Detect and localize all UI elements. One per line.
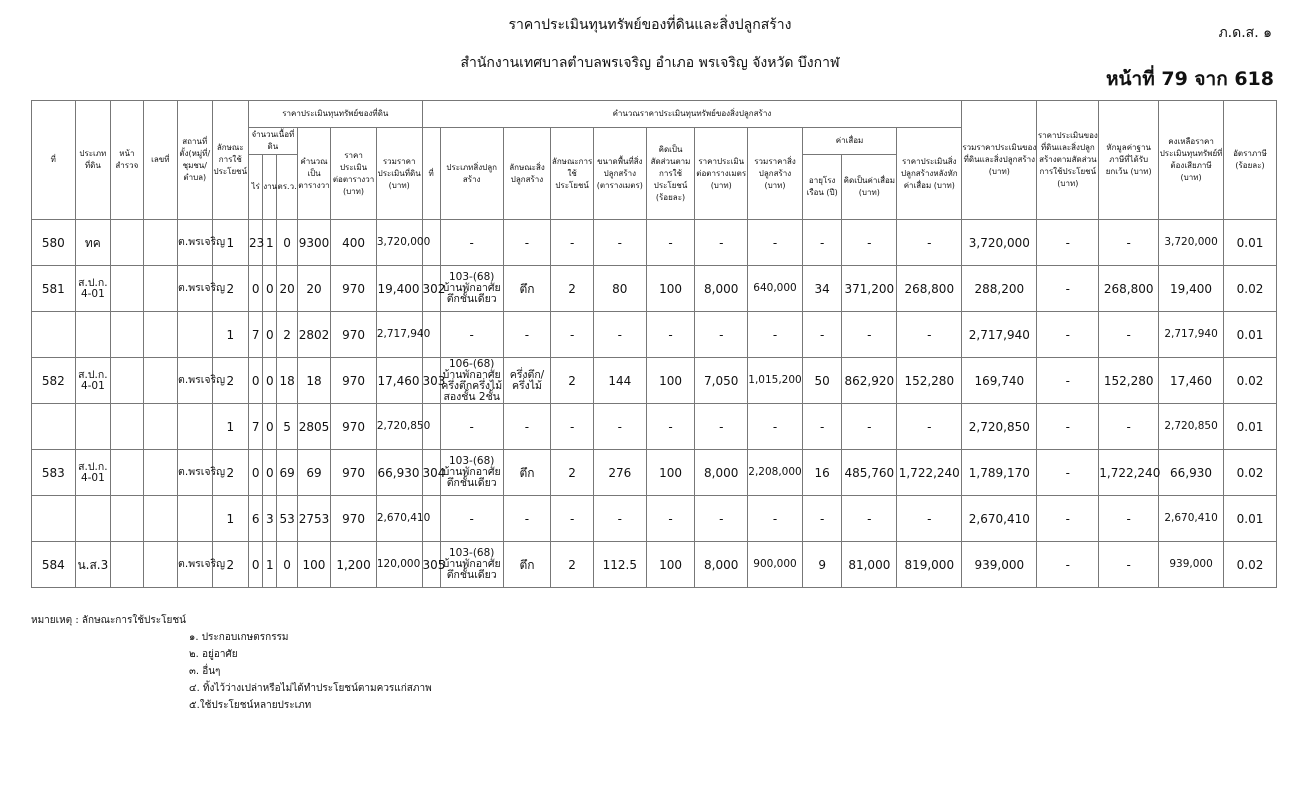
cell-bld-area: 112.5	[593, 542, 646, 588]
note-item: ๒. อยู่อาศัย	[189, 649, 238, 660]
cell-sqwa: 2	[277, 312, 297, 358]
cell-bld-usage: -	[551, 496, 594, 542]
cell-sqwa: 69	[277, 450, 297, 496]
cell-ratio-value: -	[1037, 496, 1099, 542]
col-no: ที่	[32, 101, 76, 220]
cell-ngan: 1	[263, 542, 277, 588]
cell-age: -	[802, 496, 842, 542]
cell-sqwa: 20	[277, 266, 297, 312]
cell-use-ratio: 100	[646, 358, 695, 404]
notes-label: หมายเหตุ : ลักษณะการใช้ประโยชน์	[31, 615, 186, 626]
col-taxable: คงเหลือราคาประเมินทุนทรัพย์ที่ต้องเสียภาษี (บาท)	[1159, 101, 1224, 220]
cell-bld-usage: -	[551, 220, 594, 266]
cell-sqwa-calc: 18	[297, 358, 330, 404]
cell-land-type: ส.ป.ก. 4-01	[75, 266, 111, 312]
note-item: ๔. ทิ้งไว้ว่างเปล่าหรือไม่ได้ทำประโยชน์ตามควรแก่สภาพ	[189, 683, 432, 694]
cell-tax-rate: 0.02	[1224, 266, 1277, 312]
cell-tax-rate: 0.01	[1224, 312, 1277, 358]
col-sqwa-calc: คำนวณเป็นตารางวา	[297, 128, 330, 220]
cell-total-value: 1,789,170	[962, 450, 1037, 496]
cell-survey-page	[111, 220, 143, 266]
cell-ratio-value: -	[1037, 542, 1099, 588]
cell-price-per-sqwa: 970	[331, 450, 377, 496]
cell-location: ต.พรเจริญ	[178, 358, 212, 404]
cell-total-value: 288,200	[962, 266, 1037, 312]
cell-use-ratio: -	[646, 496, 695, 542]
col-age: อายุโรงเรือน (ปี)	[802, 155, 842, 220]
cell-sqwa: 0	[277, 220, 297, 266]
cell-deduction: 268,800	[1099, 266, 1159, 312]
cell-bld-after-depr: -	[897, 496, 962, 542]
cell-total-value: 2,670,410	[962, 496, 1037, 542]
cell-sqwa: 53	[277, 496, 297, 542]
cell-survey-page	[111, 312, 143, 358]
col-price-per-sqm: ราคาประเมินต่อตารางเมตร (บาท)	[695, 128, 748, 220]
cell-land-type	[75, 312, 111, 358]
cell-ngan: 3	[263, 496, 277, 542]
cell-bld-after-depr: 1,722,240	[897, 450, 962, 496]
cell-bld-area: 276	[593, 450, 646, 496]
cell-price-per-sqwa: 970	[331, 312, 377, 358]
cell-depr-amount: -	[842, 404, 897, 450]
col-usage: ลักษณะการใช้ประโยชน์	[212, 101, 249, 220]
table-row	[32, 358, 1277, 404]
cell-tax-rate: 0.01	[1224, 220, 1277, 266]
cell-no: 584	[32, 542, 76, 588]
cell-bld-after-depr: 268,800	[897, 266, 962, 312]
cell-bld-no: 302	[422, 266, 440, 312]
cell-bld-type: 103-(68) บ้านพักอาศัยตึกชั้นเดียว	[440, 542, 503, 588]
col-bld-type: ประเภทสิ่งปลูกสร้าง	[440, 128, 503, 220]
cell-age: -	[802, 220, 842, 266]
cell-bld-usage: 2	[551, 542, 594, 588]
cell-location: ต.พรเจริญ	[178, 542, 212, 588]
cell-tax-rate: 0.01	[1224, 404, 1277, 450]
cell-rai: 7	[249, 404, 263, 450]
cell-usage: 2	[212, 450, 249, 496]
cell-land-type: ส.ป.ก. 4-01	[75, 450, 111, 496]
cell-total-value: 2,720,850	[962, 404, 1037, 450]
table-row	[32, 404, 1277, 450]
cell-number	[143, 266, 177, 312]
cell-ratio-value: -	[1037, 220, 1099, 266]
cell-sqwa-calc: 9300	[297, 220, 330, 266]
cell-no	[32, 404, 76, 450]
cell-taxable: 2,670,410	[1159, 496, 1224, 542]
cell-location: ต.พรเจริญ	[178, 266, 212, 312]
cell-bld-total: 640,000	[748, 266, 803, 312]
cell-number	[143, 496, 177, 542]
cell-total-value: 2,717,940	[962, 312, 1037, 358]
cell-depr-amount: 485,760	[842, 450, 897, 496]
cell-deduction: -	[1099, 542, 1159, 588]
cell-bld-total: -	[748, 496, 803, 542]
page-info: หน้าที่ 79 จาก 618	[1106, 68, 1274, 90]
cell-taxable: 939,000	[1159, 542, 1224, 588]
cell-price-per-sqwa: 970	[331, 496, 377, 542]
cell-survey-page	[111, 404, 143, 450]
cell-bld-type: 103-(68) บ้านพักอาศัยตึกชั้นเดียว	[440, 266, 503, 312]
cell-number	[143, 358, 177, 404]
cell-deduction: -	[1099, 220, 1159, 266]
cell-rai: 23	[249, 220, 263, 266]
col-rai: ไร่	[249, 155, 263, 220]
col-deduction: หักมูลค่าฐานภาษีที่ได้รับยกเว้น (บาท)	[1099, 101, 1159, 220]
col-bld-usage: ลักษณะการใช้ประโยชน์	[551, 128, 594, 220]
cell-tax-rate: 0.02	[1224, 542, 1277, 588]
cell-number	[143, 220, 177, 266]
cell-price-per-sqwa: 970	[331, 404, 377, 450]
cell-price-per-sqwa: 400	[331, 220, 377, 266]
cell-age: 9	[802, 542, 842, 588]
cell-ratio-value: -	[1037, 358, 1099, 404]
cell-ratio-value: -	[1037, 450, 1099, 496]
col-tax-rate: อัตราภาษี (ร้อยละ)	[1224, 101, 1277, 220]
cell-price-per-sqm: -	[695, 496, 748, 542]
cell-bld-total: -	[748, 404, 803, 450]
cell-ngan: 1	[263, 220, 277, 266]
cell-price-per-sqm: -	[695, 312, 748, 358]
cell-bld-total: -	[748, 312, 803, 358]
cell-deduction: -	[1099, 404, 1159, 450]
cell-ratio-value: -	[1037, 404, 1099, 450]
cell-number	[143, 312, 177, 358]
cell-land-total: 2,717,940	[376, 312, 422, 358]
cell-use-ratio: 100	[646, 450, 695, 496]
table-row	[32, 312, 1277, 358]
cell-depr-amount: -	[842, 496, 897, 542]
cell-price-per-sqm: 8,000	[695, 450, 748, 496]
cell-depr-amount: -	[842, 220, 897, 266]
cell-land-type	[75, 404, 111, 450]
cell-survey-page	[111, 542, 143, 588]
cell-taxable: 3,720,000	[1159, 220, 1224, 266]
cell-taxable: 2,717,940	[1159, 312, 1224, 358]
cell-use-ratio: -	[646, 404, 695, 450]
col-bld-after-depr: ราคาประเมินสิ่งปลูกสร้างหลังหักค่าเสื่อม (บาท)	[897, 128, 962, 220]
cell-bld-no: 303	[422, 358, 440, 404]
cell-sqwa: 18	[277, 358, 297, 404]
cell-bld-style: ตึก	[503, 266, 551, 312]
form-code: ภ.ด.ส. ๑	[1218, 25, 1272, 41]
cell-rai: 0	[249, 266, 263, 312]
cell-bld-area: -	[593, 404, 646, 450]
col-group-land: ราคาประเมินทุนทรัพย์ของที่ดิน	[249, 101, 422, 128]
cell-bld-usage: 2	[551, 266, 594, 312]
cell-use-ratio: -	[646, 220, 695, 266]
cell-total-value: 939,000	[962, 542, 1037, 588]
col-land-type: ประเภทที่ดิน	[75, 101, 111, 220]
cell-location	[178, 312, 212, 358]
cell-rai: 6	[249, 496, 263, 542]
cell-number	[143, 450, 177, 496]
cell-bld-no: 304	[422, 450, 440, 496]
cell-no: 580	[32, 220, 76, 266]
col-bld-total: รวมราคาสิ่งปลูกสร้าง (บาท)	[748, 128, 803, 220]
cell-depr-amount: -	[842, 312, 897, 358]
note-item: ๑. ประกอบเกษตรกรรม	[189, 632, 289, 643]
cell-use-ratio: -	[646, 312, 695, 358]
col-bld-no: ที่	[422, 128, 440, 220]
table-row	[32, 266, 1277, 312]
cell-bld-type: -	[440, 220, 503, 266]
col-group-depreciation: ค่าเสื่อม	[802, 128, 896, 155]
cell-price-per-sqm: 8,000	[695, 542, 748, 588]
cell-bld-type: 103-(68) บ้านพักอาศัยตึกชั้นเดียว	[440, 450, 503, 496]
cell-depr-amount: 862,920	[842, 358, 897, 404]
cell-rai: 0	[249, 450, 263, 496]
cell-rai: 0	[249, 358, 263, 404]
cell-age: 16	[802, 450, 842, 496]
table-row	[32, 496, 1277, 542]
cell-survey-page	[111, 358, 143, 404]
cell-bld-usage: -	[551, 312, 594, 358]
cell-bld-total: 1,015,200	[748, 358, 803, 404]
col-group-area: จำนวนเนื้อที่ดิน	[249, 128, 298, 155]
assessment-table	[31, 100, 1277, 588]
col-total-value: รวมราคาประเมินของที่ดินและสิ่งปลูกสร้าง (บาท)	[962, 101, 1037, 220]
document-title: ราคาประเมินทุนทรัพย์ของที่ดินและสิ่งปลูกสร้าง	[508, 17, 792, 33]
cell-location	[178, 404, 212, 450]
cell-bld-total: 900,000	[748, 542, 803, 588]
cell-age: -	[802, 312, 842, 358]
col-ngan: งาน	[263, 155, 277, 220]
cell-price-per-sqm: 8,000	[695, 266, 748, 312]
note-item: ๓. อื่นๆ	[189, 666, 221, 677]
cell-bld-after-depr: -	[897, 404, 962, 450]
cell-survey-page	[111, 496, 143, 542]
cell-ratio-value: -	[1037, 266, 1099, 312]
cell-taxable: 2,720,850	[1159, 404, 1224, 450]
cell-land-total: 3,720,000	[376, 220, 422, 266]
cell-age: 34	[802, 266, 842, 312]
cell-rai: 0	[249, 542, 263, 588]
notes-items	[189, 629, 432, 714]
col-location: สถานที่ตั้ง(หมู่ที่/ชุมชน/ตำบล)	[178, 101, 212, 220]
cell-sqwa: 5	[277, 404, 297, 450]
cell-bld-style: ครึ่งตึก/ครึ่งไม้	[503, 358, 551, 404]
cell-number	[143, 404, 177, 450]
cell-ngan: 0	[263, 266, 277, 312]
col-group-building: คำนวณราคาประเมินทุนทรัพย์ของสิ่งปลูกสร้าง	[422, 101, 962, 128]
cell-age: 50	[802, 358, 842, 404]
cell-total-value: 3,720,000	[962, 220, 1037, 266]
cell-land-total: 120,000	[376, 542, 422, 588]
cell-ngan: 0	[263, 450, 277, 496]
table-row	[32, 542, 1277, 588]
cell-bld-area: -	[593, 312, 646, 358]
cell-bld-type: -	[440, 404, 503, 450]
cell-survey-page	[111, 266, 143, 312]
cell-land-total: 2,720,850	[376, 404, 422, 450]
cell-total-value: 169,740	[962, 358, 1037, 404]
cell-price-per-sqm: -	[695, 220, 748, 266]
cell-sqwa-calc: 2802	[297, 312, 330, 358]
cell-bld-after-depr: -	[897, 312, 962, 358]
cell-sqwa-calc: 2805	[297, 404, 330, 450]
cell-bld-area: 144	[593, 358, 646, 404]
cell-no: 582	[32, 358, 76, 404]
cell-bld-after-depr: 152,280	[897, 358, 962, 404]
cell-location: ต.พรเจริญ	[178, 450, 212, 496]
cell-depr-amount: 371,200	[842, 266, 897, 312]
cell-bld-area: 80	[593, 266, 646, 312]
col-price-per-sqwa: ราคาประเมินต่อตารางวา (บาท)	[331, 128, 377, 220]
cell-bld-style: -	[503, 496, 551, 542]
note-item: ๕.ใช้ประโยชน์หลายประเภท	[189, 700, 312, 711]
cell-ratio-value: -	[1037, 312, 1099, 358]
cell-bld-total: 2,208,000	[748, 450, 803, 496]
cell-sqwa-calc: 100	[297, 542, 330, 588]
cell-land-total: 17,460	[376, 358, 422, 404]
cell-age: -	[802, 404, 842, 450]
cell-sqwa-calc: 69	[297, 450, 330, 496]
cell-tax-rate: 0.02	[1224, 358, 1277, 404]
col-land-total: รวมราคาประเมินที่ดิน (บาท)	[376, 128, 422, 220]
cell-bld-total: -	[748, 220, 803, 266]
cell-bld-usage: -	[551, 404, 594, 450]
cell-location	[178, 496, 212, 542]
cell-survey-page	[111, 450, 143, 496]
table-row	[32, 450, 1277, 496]
cell-depr-amount: 81,000	[842, 542, 897, 588]
cell-taxable: 66,930	[1159, 450, 1224, 496]
cell-price-per-sqm: -	[695, 404, 748, 450]
cell-land-type: ทค	[75, 220, 111, 266]
cell-bld-style: -	[503, 220, 551, 266]
cell-bld-type: 106-(68) บ้านพักอาศัยครึ่งตึกครึ่งไม้สองชั้น 2ชั้น	[441, 357, 503, 403]
cell-sqwa: 0	[277, 542, 297, 588]
cell-usage: 2	[212, 266, 249, 312]
cell-no: 581	[32, 266, 76, 312]
cell-bld-type: -	[440, 312, 503, 358]
cell-number	[143, 542, 177, 588]
col-ratio-value: ราคาประเมินของที่ดินและสิ่งปลูกสร้างตามสัดส่วนการใช้ประโยชน์ (บาท)	[1037, 101, 1099, 220]
cell-bld-usage: 2	[551, 450, 594, 496]
cell-no	[32, 312, 76, 358]
cell-price-per-sqwa: 970	[331, 358, 377, 404]
cell-bld-type: -	[440, 496, 503, 542]
cell-use-ratio: 100	[646, 542, 695, 588]
table-row	[32, 220, 1277, 266]
col-survey-page: หน้าสำรวจ	[111, 101, 143, 220]
cell-deduction: -	[1099, 312, 1159, 358]
col-sqwa: ตร.ว.	[277, 155, 297, 220]
cell-bld-after-depr: 819,000	[897, 542, 962, 588]
cell-no	[32, 496, 76, 542]
cell-price-per-sqm: 7,050	[695, 358, 748, 404]
cell-tax-rate: 0.01	[1224, 496, 1277, 542]
cell-rai: 7	[249, 312, 263, 358]
cell-usage: 2	[212, 358, 249, 404]
cell-sqwa-calc: 2753	[297, 496, 330, 542]
cell-land-type	[75, 496, 111, 542]
cell-deduction: -	[1099, 496, 1159, 542]
cell-taxable: 19,400	[1159, 266, 1224, 312]
cell-usage: 1	[212, 220, 249, 266]
notes	[31, 612, 432, 714]
cell-bld-usage: 2	[551, 358, 594, 404]
cell-usage: 1	[212, 496, 249, 542]
cell-location: ต.พรเจริญ	[178, 220, 212, 266]
col-bld-style: ลักษณะสิ่งปลูกสร้าง	[503, 128, 551, 220]
cell-usage: 1	[212, 312, 249, 358]
col-number: เลขที่	[143, 101, 177, 220]
cell-land-total: 2,670,410	[376, 496, 422, 542]
cell-price-per-sqwa: 970	[331, 266, 377, 312]
cell-usage: 2	[212, 542, 249, 588]
cell-bld-style: ตึก	[503, 542, 551, 588]
office-name: สำนักงานเทศบาลตำบลพรเจริญ อำเภอ พรเจริญ จังหวัด บึงกาฬ	[460, 55, 840, 71]
cell-bld-after-depr: -	[897, 220, 962, 266]
cell-land-total: 66,930	[376, 450, 422, 496]
cell-ngan: 0	[263, 404, 277, 450]
cell-ngan: 0	[263, 312, 277, 358]
cell-use-ratio: 100	[646, 266, 695, 312]
cell-sqwa-calc: 20	[297, 266, 330, 312]
cell-bld-area: -	[593, 220, 646, 266]
cell-usage: 1	[212, 404, 249, 450]
cell-land-total: 19,400	[376, 266, 422, 312]
cell-tax-rate: 0.02	[1224, 450, 1277, 496]
cell-taxable: 17,460	[1159, 358, 1224, 404]
cell-no: 583	[32, 450, 76, 496]
cell-land-type: น.ส.3	[75, 542, 111, 588]
cell-deduction: 1,722,240	[1099, 450, 1159, 496]
cell-deduction: 152,280	[1099, 358, 1159, 404]
cell-price-per-sqwa: 1,200	[331, 542, 377, 588]
cell-ngan: 0	[263, 358, 277, 404]
cell-bld-area: -	[593, 496, 646, 542]
cell-land-type: ส.ป.ก. 4-01	[75, 358, 111, 404]
col-depr-amount: คิดเป็นค่าเสื่อม (บาท)	[842, 155, 897, 220]
col-use-ratio: คิดเป็นสัดส่วนตามการใช้ประโยชน์ (ร้อยละ)	[646, 128, 695, 220]
cell-bld-no: 305	[422, 542, 440, 588]
cell-bld-style: -	[503, 312, 551, 358]
cell-bld-style: -	[503, 404, 551, 450]
col-bld-area: ขนาดพื้นที่สิ่งปลูกสร้าง (ตารางเมตร)	[593, 128, 646, 220]
cell-bld-style: ตึก	[503, 450, 551, 496]
